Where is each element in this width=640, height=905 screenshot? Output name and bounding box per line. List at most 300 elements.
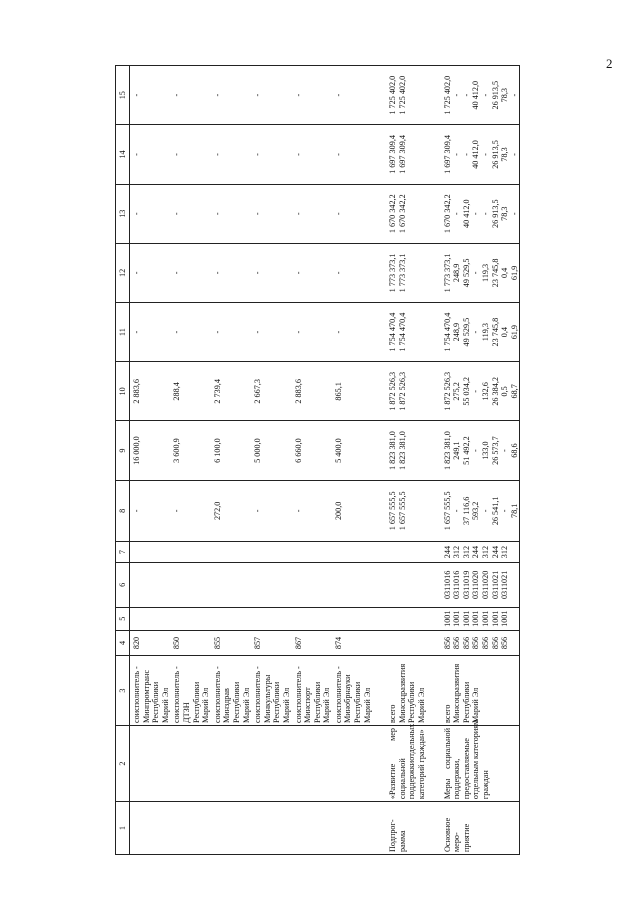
value: 6 660,0 bbox=[293, 438, 303, 463]
empty-cell bbox=[211, 607, 251, 630]
text-line: соисполнитель - bbox=[253, 666, 263, 723]
coexecutor-row bbox=[130, 66, 171, 855]
text-line: граждан bbox=[481, 770, 490, 800]
value: 16 000,0 bbox=[132, 436, 141, 465]
empty-cell bbox=[130, 607, 171, 630]
executor-cell bbox=[292, 656, 332, 726]
budget-table bbox=[115, 65, 520, 855]
value: 1 657 555,5 bbox=[388, 491, 398, 531]
text-line: рамма bbox=[397, 830, 407, 852]
text-line: Республики bbox=[191, 681, 201, 723]
value: 1001 bbox=[452, 610, 462, 627]
empty-cell bbox=[292, 802, 332, 855]
value: 312 bbox=[452, 545, 462, 559]
value: - bbox=[293, 212, 303, 216]
value: 1 872 526,3 bbox=[388, 371, 398, 411]
coexecutor-row bbox=[332, 66, 372, 855]
value: - bbox=[212, 93, 222, 97]
value: 312 bbox=[500, 545, 510, 559]
value: - bbox=[481, 509, 490, 513]
text-line: Марий Эл bbox=[471, 687, 481, 723]
col-header: 8 bbox=[116, 480, 130, 541]
text-line: «Развитие bbox=[388, 763, 398, 800]
text-line: Республики bbox=[272, 681, 282, 723]
text-line: Республики bbox=[231, 681, 241, 723]
col-header: 2 bbox=[116, 725, 130, 801]
cell-c15 bbox=[130, 66, 171, 125]
cell-c15 bbox=[170, 66, 210, 125]
text-line: Республики bbox=[312, 681, 322, 723]
cell-c12 bbox=[332, 243, 372, 302]
value: - bbox=[172, 153, 182, 156]
value: 1 725 402,0 bbox=[388, 75, 398, 115]
cell-c8 bbox=[441, 480, 520, 541]
cell-c15 bbox=[441, 66, 520, 125]
executor-cell bbox=[251, 656, 291, 726]
text-line: поддержки bbox=[407, 760, 417, 800]
text-line: Марий Эл bbox=[417, 687, 427, 723]
cell-c14 bbox=[251, 125, 291, 184]
cell-c11 bbox=[130, 303, 171, 362]
cell-c15 bbox=[292, 66, 332, 125]
col-header: 7 bbox=[116, 542, 130, 563]
text-line: ДТЗН bbox=[181, 702, 191, 723]
cell-c11 bbox=[292, 303, 332, 362]
value: 249,1 bbox=[452, 441, 462, 460]
text-line: всего bbox=[388, 704, 398, 723]
value: 1 773 373,1 bbox=[388, 253, 398, 293]
cell-c9 bbox=[211, 421, 251, 480]
empty-cell bbox=[211, 563, 251, 607]
value: - bbox=[452, 153, 462, 156]
cell-c9 bbox=[386, 421, 426, 480]
value: 874 bbox=[333, 636, 343, 650]
empty-cell bbox=[251, 542, 291, 563]
cell-c11 bbox=[332, 303, 372, 362]
value: - bbox=[333, 153, 343, 156]
cell-c15 bbox=[251, 66, 291, 125]
value: 272,0 bbox=[212, 501, 222, 521]
value: 2 883,6 bbox=[293, 379, 303, 404]
value: - bbox=[132, 153, 141, 156]
text-line: Основное bbox=[442, 817, 452, 852]
cell-c11 bbox=[441, 303, 520, 362]
empty-cell bbox=[170, 542, 210, 563]
empty-cell bbox=[332, 607, 372, 630]
empty-cell bbox=[170, 725, 210, 801]
value: 26 384,2 bbox=[490, 377, 500, 406]
text-line: поддержки, bbox=[452, 758, 462, 800]
value: 1 725 402,0 bbox=[397, 75, 407, 115]
text-line: Марий Эл bbox=[241, 687, 251, 723]
value: 855 bbox=[212, 636, 222, 650]
text-line: соисполнитель - bbox=[293, 666, 303, 723]
cell-c4 bbox=[292, 630, 332, 655]
text-line: соисполнитель - bbox=[212, 666, 222, 723]
cell-c4 bbox=[170, 630, 210, 655]
value: 1001 bbox=[442, 610, 452, 627]
value: - bbox=[212, 212, 222, 216]
value: 865,1 bbox=[333, 382, 343, 401]
col-header: 5 bbox=[116, 607, 130, 630]
value: - bbox=[500, 449, 510, 452]
cell-c5 bbox=[441, 607, 520, 630]
value: 0,5 bbox=[500, 386, 510, 397]
value: 26 541,1 bbox=[490, 496, 500, 526]
value: 856 bbox=[452, 636, 462, 650]
text-line: Минкультуры bbox=[262, 674, 272, 723]
cell-c11 bbox=[251, 303, 291, 362]
text-line: соисполнитель - bbox=[132, 666, 141, 723]
value: 0311021 bbox=[490, 570, 500, 600]
value: - bbox=[333, 330, 343, 334]
value: - bbox=[471, 449, 481, 452]
text-line: предоставляемые bbox=[461, 738, 471, 800]
value: 1 697 309,4 bbox=[388, 135, 398, 174]
value: 288,4 bbox=[172, 382, 182, 401]
value: 49 529,5 bbox=[461, 317, 471, 347]
col-header: 1 bbox=[116, 802, 130, 855]
value: 5 400,0 bbox=[333, 438, 343, 463]
value: 26 913,5 bbox=[490, 80, 500, 110]
subprogram-row bbox=[386, 66, 426, 855]
empty-cell bbox=[292, 563, 332, 607]
coexecutor-row bbox=[292, 66, 332, 855]
value: 1001 bbox=[500, 610, 510, 627]
cell-c12 bbox=[170, 243, 210, 302]
value: 1 670 342,2 bbox=[442, 194, 452, 234]
cell-c12 bbox=[130, 243, 171, 302]
value: 119,3 bbox=[481, 263, 490, 282]
value: 1 823 381,0 bbox=[388, 431, 398, 471]
cell-c15 bbox=[386, 66, 426, 125]
value: 867 bbox=[293, 636, 303, 650]
value: 23 745,8 bbox=[490, 317, 500, 347]
value: 1 697 309,4 bbox=[442, 135, 452, 174]
text-line: Республики bbox=[353, 681, 363, 723]
cell-c9 bbox=[332, 421, 372, 480]
value: 0,4 bbox=[500, 327, 510, 338]
text-line: Марий Эл bbox=[201, 687, 211, 723]
value: 248,9 bbox=[452, 322, 462, 342]
value: 61,9 bbox=[509, 265, 519, 281]
text-line: Марий Эл bbox=[362, 687, 372, 723]
value: 0311019 bbox=[461, 570, 471, 600]
text-line: Минсоцразвития bbox=[452, 663, 462, 723]
cell-c12 bbox=[441, 243, 520, 302]
value: 78,3 bbox=[500, 147, 510, 162]
value: 51 492,2 bbox=[461, 436, 471, 465]
value: - bbox=[293, 93, 303, 97]
value: 248,9 bbox=[452, 263, 462, 283]
value: - bbox=[253, 271, 263, 275]
value: 1 823 381,0 bbox=[397, 431, 407, 471]
text-line: всего bbox=[442, 704, 452, 723]
value: - bbox=[461, 153, 471, 156]
value: 2 883,6 bbox=[132, 379, 141, 404]
value: 1001 bbox=[490, 610, 500, 627]
value: 1001 bbox=[481, 610, 490, 627]
cell-c10 bbox=[170, 362, 210, 421]
rotated-table-container bbox=[115, 65, 635, 855]
col-header: 15 bbox=[116, 66, 130, 125]
empty-cell bbox=[251, 725, 291, 801]
cell-c9 bbox=[130, 421, 171, 480]
text-line: Минобрнауки bbox=[343, 674, 353, 723]
col-header: 12 bbox=[116, 243, 130, 302]
cell-c8 bbox=[211, 480, 251, 541]
text-line: отдельных bbox=[407, 723, 417, 761]
value: 1 725 402,0 bbox=[442, 75, 452, 115]
value: - bbox=[212, 153, 222, 156]
value: - bbox=[253, 330, 263, 334]
value: 1 823 381,0 bbox=[442, 431, 452, 471]
value: 200,0 bbox=[333, 501, 343, 521]
cell-c14 bbox=[292, 125, 332, 184]
value: - bbox=[132, 271, 141, 275]
value: 23 745,8 bbox=[490, 258, 500, 288]
col-header: 10 bbox=[116, 362, 130, 421]
main-measure-type bbox=[441, 802, 520, 855]
cell-c4 bbox=[332, 630, 372, 655]
value: 1 670 342,2 bbox=[388, 194, 398, 234]
text-line: Республики bbox=[407, 681, 417, 723]
value: - bbox=[481, 153, 490, 156]
value: 3 600,9 bbox=[172, 438, 182, 463]
value: 856 bbox=[471, 636, 481, 650]
value: - bbox=[481, 212, 490, 216]
text-line: приятие bbox=[461, 823, 471, 852]
coexecutor-row bbox=[211, 66, 251, 855]
cell-c12 bbox=[251, 243, 291, 302]
empty-cell bbox=[211, 725, 251, 801]
value: - bbox=[471, 389, 481, 393]
empty-cell bbox=[292, 725, 332, 801]
value: 78,1 bbox=[509, 503, 519, 518]
value: 26 913,5 bbox=[490, 140, 500, 169]
cell-c13 bbox=[386, 184, 426, 243]
empty-cell bbox=[332, 563, 372, 607]
text-line: категорий граждан» bbox=[417, 729, 427, 800]
value: - bbox=[471, 330, 481, 334]
empty-cell bbox=[292, 542, 332, 563]
value: - bbox=[253, 509, 263, 513]
cell-c14 bbox=[170, 125, 210, 184]
coexecutor-row bbox=[170, 66, 210, 855]
value: 244 bbox=[490, 545, 500, 559]
cell-c13 bbox=[130, 184, 171, 243]
main-measure-block bbox=[427, 66, 520, 855]
cell-c12 bbox=[211, 243, 251, 302]
text-line: соисполнитель - bbox=[172, 666, 182, 723]
empty-cell bbox=[170, 802, 210, 855]
value: - bbox=[452, 509, 462, 513]
empty-cell bbox=[332, 802, 372, 855]
empty-cell bbox=[211, 802, 251, 855]
subprogram-title bbox=[386, 725, 426, 801]
cell-c8 bbox=[332, 480, 372, 541]
cell-c12 bbox=[386, 243, 426, 302]
value: 68,6 bbox=[509, 443, 519, 458]
cell-c4 bbox=[130, 630, 171, 655]
value: 49 529,5 bbox=[461, 258, 471, 288]
col-header: 11 bbox=[116, 303, 130, 362]
value: - bbox=[172, 271, 182, 275]
value: - bbox=[509, 93, 519, 97]
value: 244 bbox=[442, 545, 452, 559]
cell-c15 bbox=[211, 66, 251, 125]
value: 2 739,4 bbox=[212, 379, 222, 404]
cell-c13 bbox=[211, 184, 251, 243]
value: 0,4 bbox=[500, 267, 510, 279]
text-line: меро- bbox=[452, 832, 462, 852]
cell-c9 bbox=[170, 421, 210, 480]
value: - bbox=[333, 271, 343, 275]
value: - bbox=[172, 93, 182, 97]
executor-cell bbox=[170, 656, 210, 726]
cell-c8 bbox=[386, 480, 426, 541]
cell-c14 bbox=[332, 125, 372, 184]
cell-c4 bbox=[251, 630, 291, 655]
value: 857 bbox=[253, 636, 263, 650]
value: 0311016 bbox=[442, 570, 452, 600]
value: 132,6 bbox=[481, 382, 490, 401]
value: 133,0 bbox=[481, 441, 490, 460]
value: 37 116,6 bbox=[461, 496, 471, 526]
value: - bbox=[293, 153, 303, 156]
value: 26 913,5 bbox=[490, 199, 500, 229]
value: - bbox=[333, 93, 343, 97]
value: 1001 bbox=[461, 610, 471, 627]
value: - bbox=[293, 271, 303, 275]
text-line: Минспорт bbox=[303, 687, 313, 723]
value: 1 773 373,1 bbox=[442, 253, 452, 293]
value: 0311020 bbox=[481, 570, 490, 600]
cell-c15 bbox=[332, 66, 372, 125]
empty-cell bbox=[170, 607, 210, 630]
cell-c10 bbox=[441, 362, 520, 421]
value: 1001 bbox=[471, 610, 481, 627]
value: 1 657 555,5 bbox=[397, 491, 407, 531]
value: - bbox=[333, 212, 343, 216]
cell-c11 bbox=[170, 303, 210, 362]
executor-cell bbox=[130, 656, 171, 726]
value: 856 bbox=[442, 636, 452, 650]
empty-cell bbox=[130, 802, 171, 855]
text-line: Подпрог- bbox=[388, 819, 398, 852]
cell-c4 bbox=[441, 630, 520, 655]
value: 6 100,0 bbox=[212, 438, 222, 463]
value: 244 bbox=[471, 545, 481, 559]
main-measure-row bbox=[441, 66, 520, 855]
cell-c14 bbox=[386, 125, 426, 184]
col-header: 6 bbox=[116, 563, 130, 607]
value: 0311020 bbox=[471, 570, 481, 600]
cell-c10 bbox=[211, 362, 251, 421]
value: - bbox=[212, 271, 222, 275]
empty-cell bbox=[251, 607, 291, 630]
cell-c4 bbox=[211, 630, 251, 655]
value: 1 657 555,5 bbox=[442, 491, 452, 531]
cell-c11 bbox=[211, 303, 251, 362]
text-line: отдельным категориям bbox=[471, 719, 481, 800]
value: - bbox=[172, 509, 182, 513]
value: 1 773 373,1 bbox=[397, 253, 407, 293]
value: - bbox=[293, 509, 303, 513]
value: - bbox=[132, 509, 141, 513]
cell-c10 bbox=[386, 362, 426, 421]
text-line: Марий Эл bbox=[281, 687, 291, 723]
value: 5 000,0 bbox=[253, 438, 263, 463]
value: - bbox=[253, 212, 263, 216]
value: 312 bbox=[481, 545, 490, 559]
cell-c8 bbox=[292, 480, 332, 541]
value: 119,3 bbox=[481, 323, 490, 342]
value: 40 412,0 bbox=[461, 199, 471, 229]
value: - bbox=[509, 212, 519, 216]
value: 26 573,7 bbox=[490, 436, 500, 465]
cell-c7 bbox=[441, 542, 520, 563]
cell-c8 bbox=[130, 480, 171, 541]
value: 1 670 342,2 bbox=[397, 194, 407, 234]
value: - bbox=[132, 212, 141, 216]
text-line: Марий Эл bbox=[160, 687, 170, 723]
value: - bbox=[461, 93, 471, 97]
value: - bbox=[471, 271, 481, 275]
value: 593,2 bbox=[471, 501, 481, 521]
value: 78,3 bbox=[500, 206, 510, 221]
empty-cell bbox=[332, 725, 372, 801]
cell-c6 bbox=[441, 563, 520, 607]
value: - bbox=[253, 153, 263, 156]
cell-c10 bbox=[130, 362, 171, 421]
empty-cell bbox=[251, 563, 291, 607]
text-line: Республики bbox=[461, 681, 471, 723]
value: - bbox=[253, 93, 263, 97]
value: 850 bbox=[172, 636, 182, 650]
text-line: Меры bbox=[442, 778, 452, 800]
empty-cell bbox=[211, 542, 251, 563]
value: - bbox=[452, 212, 462, 216]
value: 40 412,0 bbox=[471, 140, 481, 169]
value: - bbox=[132, 330, 141, 334]
col-header: 14 bbox=[116, 125, 130, 184]
text-line: Минсоцразвития bbox=[397, 663, 407, 723]
main-measure-executor bbox=[441, 656, 520, 726]
coexecutor-rows bbox=[130, 66, 373, 855]
value: - bbox=[509, 153, 519, 156]
value: 78,3 bbox=[500, 88, 510, 103]
value: - bbox=[500, 509, 510, 513]
cell-c11 bbox=[386, 303, 426, 362]
cell-c13 bbox=[292, 184, 332, 243]
text-line: мер bbox=[388, 727, 398, 741]
cell-c9 bbox=[292, 421, 332, 480]
col-header: 9 bbox=[116, 421, 130, 480]
empty-cell bbox=[170, 563, 210, 607]
cell-c13 bbox=[441, 184, 520, 243]
text-line: социальной bbox=[442, 727, 452, 769]
value: 820 bbox=[132, 636, 141, 650]
col-header: 3 bbox=[116, 656, 130, 726]
value: - bbox=[481, 93, 490, 97]
value: 0311016 bbox=[452, 570, 462, 600]
empty-cell bbox=[332, 542, 372, 563]
cell-c8 bbox=[170, 480, 210, 541]
value: 61,9 bbox=[509, 324, 519, 340]
value: 1 754 470,4 bbox=[442, 312, 452, 352]
text-line: Марий Эл bbox=[322, 687, 332, 723]
